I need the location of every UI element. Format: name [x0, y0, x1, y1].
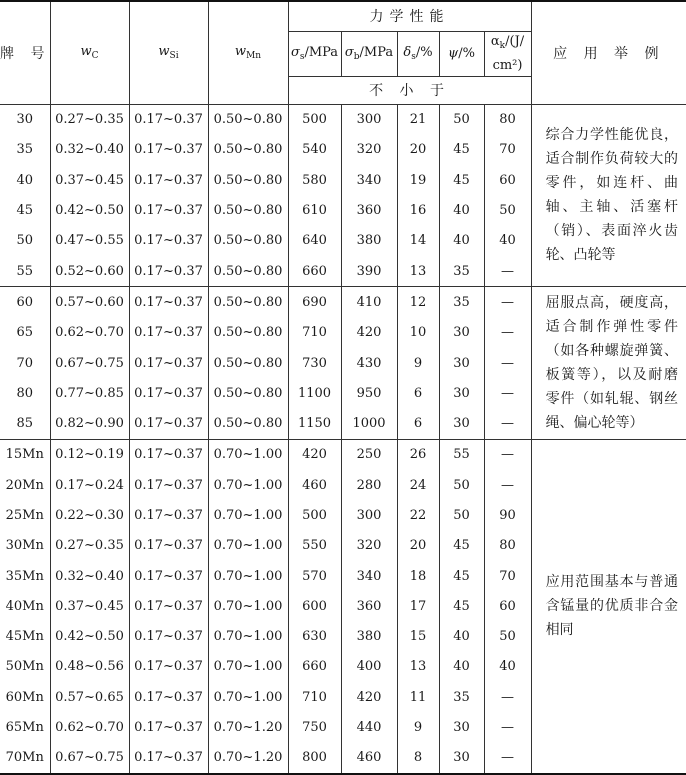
cell-psi: 45	[439, 531, 484, 561]
cell-ss: 750	[288, 712, 341, 742]
cell-psi: 40	[439, 195, 484, 225]
header-application: 应 用 举 例	[531, 1, 686, 104]
cell-ak: —	[484, 378, 531, 408]
cell-wmn: 0.50~0.80	[208, 378, 288, 408]
cell-wsi: 0.17~0.37	[129, 195, 208, 225]
table-row	[0, 287, 686, 318]
cell-wc: 0.42~0.50	[50, 195, 129, 225]
table-row	[0, 439, 686, 470]
cell-wsi: 0.17~0.37	[129, 743, 208, 774]
cell-grade: 65	[0, 318, 50, 348]
cell-ak: —	[484, 287, 531, 318]
cell-sb: 320	[341, 135, 397, 165]
cell-wc: 0.48~0.56	[50, 652, 129, 682]
cell-wmn: 0.50~0.80	[208, 408, 288, 439]
cell-ak: —	[484, 408, 531, 439]
cell-wsi: 0.17~0.37	[129, 348, 208, 378]
cell-grade: 80	[0, 378, 50, 408]
cell-ss: 610	[288, 195, 341, 225]
cell-d: 26	[397, 439, 439, 470]
cell-wc: 0.67~0.75	[50, 348, 129, 378]
cell-d: 18	[397, 561, 439, 591]
cell-wsi: 0.17~0.37	[129, 378, 208, 408]
cell-ss: 800	[288, 743, 341, 774]
cell-ss: 660	[288, 256, 341, 287]
cell-grade: 35	[0, 135, 50, 165]
cell-wsi: 0.17~0.37	[129, 652, 208, 682]
cell-wmn: 0.50~0.80	[208, 348, 288, 378]
cell-d: 13	[397, 652, 439, 682]
cell-ak: —	[484, 712, 531, 742]
cell-d: 6	[397, 408, 439, 439]
cell-d: 20	[397, 135, 439, 165]
cell-wmn: 0.70~1.00	[208, 500, 288, 530]
cell-ak: 50	[484, 622, 531, 652]
cell-d: 20	[397, 531, 439, 561]
header-sigma-b: $\sigma_b$/MPa	[341, 31, 397, 76]
cell-wsi: 0.17~0.37	[129, 104, 208, 135]
table-row	[0, 104, 686, 135]
cell-wsi: 0.17~0.37	[129, 470, 208, 500]
cell-wmn: 0.50~0.80	[208, 318, 288, 348]
cell-sb: 340	[341, 165, 397, 195]
cell-ss: 730	[288, 348, 341, 378]
cell-psi: 40	[439, 652, 484, 682]
cell-d: 19	[397, 165, 439, 195]
cell-psi: 50	[439, 500, 484, 530]
cell-grade: 70Mn	[0, 743, 50, 774]
cell-psi: 30	[439, 348, 484, 378]
cell-wc: 0.57~0.65	[50, 682, 129, 712]
cell-ss: 460	[288, 470, 341, 500]
cell-psi: 40	[439, 226, 484, 256]
cell-ss: 580	[288, 165, 341, 195]
cell-wmn: 0.70~1.20	[208, 743, 288, 774]
cell-wmn: 0.50~0.80	[208, 104, 288, 135]
cell-sb: 950	[341, 378, 397, 408]
cell-grade: 65Mn	[0, 712, 50, 742]
cell-psi: 45	[439, 135, 484, 165]
cell-sb: 400	[341, 652, 397, 682]
cell-sb: 300	[341, 104, 397, 135]
cell-ak: 50	[484, 195, 531, 225]
cell-grade: 45Mn	[0, 622, 50, 652]
header-alpha: $\alpha_k/(J/$ cm²)	[484, 31, 531, 76]
cell-wmn: 0.70~1.00	[208, 531, 288, 561]
cell-sb: 360	[341, 195, 397, 225]
cell-sb: 380	[341, 622, 397, 652]
cell-wmn: 0.70~1.00	[208, 591, 288, 621]
cell-d: 14	[397, 226, 439, 256]
cell-wsi: 0.17~0.37	[129, 318, 208, 348]
cell-sb: 250	[341, 439, 397, 470]
cell-wsi: 0.17~0.37	[129, 165, 208, 195]
cell-ak: 40	[484, 652, 531, 682]
cell-wmn: 0.50~0.80	[208, 287, 288, 318]
cell-psi: 50	[439, 470, 484, 500]
cell-grade: 55	[0, 256, 50, 287]
cell-wsi: 0.17~0.37	[129, 712, 208, 742]
cell-ss: 660	[288, 652, 341, 682]
cell-psi: 40	[439, 622, 484, 652]
cell-d: 12	[397, 287, 439, 318]
cell-wmn: 0.50~0.80	[208, 135, 288, 165]
cell-wc: 0.37~0.45	[50, 165, 129, 195]
cell-ak: 90	[484, 500, 531, 530]
cell-sb: 430	[341, 348, 397, 378]
cell-sb: 320	[341, 531, 397, 561]
cell-wc: 0.32~0.40	[50, 561, 129, 591]
cell-d: 22	[397, 500, 439, 530]
cell-wsi: 0.17~0.37	[129, 439, 208, 470]
cell-grade: 50Mn	[0, 652, 50, 682]
cell-d: 24	[397, 470, 439, 500]
header-wmn: $w_{Mn}$	[208, 1, 288, 104]
cell-ss: 640	[288, 226, 341, 256]
cell-wc: 0.52~0.60	[50, 256, 129, 287]
cell-wc: 0.17~0.24	[50, 470, 129, 500]
cell-wc: 0.32~0.40	[50, 135, 129, 165]
cell-ak: —	[484, 318, 531, 348]
cell-grade: 70	[0, 348, 50, 378]
cell-ak: —	[484, 743, 531, 774]
cell-ak: —	[484, 348, 531, 378]
cell-ss: 540	[288, 135, 341, 165]
cell-sb: 460	[341, 743, 397, 774]
cell-grade: 35Mn	[0, 561, 50, 591]
application-text: 屈服点高，硬度高，适合制作弹性零件（如各种螺旋弹簧、板簧等），以及耐磨零件（如轧辊、钢丝绳、偏心轮等）	[531, 287, 686, 439]
cell-d: 10	[397, 318, 439, 348]
cell-wsi: 0.17~0.37	[129, 408, 208, 439]
cell-sb: 410	[341, 287, 397, 318]
cell-wmn: 0.70~1.00	[208, 561, 288, 591]
cell-wmn: 0.70~1.00	[208, 470, 288, 500]
cell-ss: 550	[288, 531, 341, 561]
cell-psi: 30	[439, 743, 484, 774]
cell-ak: —	[484, 470, 531, 500]
cell-grade: 50	[0, 226, 50, 256]
cell-ak: 70	[484, 135, 531, 165]
cell-d: 11	[397, 682, 439, 712]
cell-ak: —	[484, 439, 531, 470]
cell-d: 15	[397, 622, 439, 652]
cell-psi: 45	[439, 591, 484, 621]
cell-grade: 20Mn	[0, 470, 50, 500]
cell-grade: 30Mn	[0, 531, 50, 561]
cell-wc: 0.42~0.50	[50, 622, 129, 652]
cell-wmn: 0.70~1.00	[208, 652, 288, 682]
cell-d: 8	[397, 743, 439, 774]
cell-sb: 280	[341, 470, 397, 500]
cell-sb: 380	[341, 226, 397, 256]
cell-psi: 35	[439, 256, 484, 287]
cell-grade: 45	[0, 195, 50, 225]
cell-psi: 30	[439, 378, 484, 408]
cell-grade: 85	[0, 408, 50, 439]
cell-wc: 0.22~0.30	[50, 500, 129, 530]
cell-d: 9	[397, 348, 439, 378]
cell-sb: 420	[341, 318, 397, 348]
cell-wc: 0.27~0.35	[50, 104, 129, 135]
cell-ss: 630	[288, 622, 341, 652]
cell-psi: 55	[439, 439, 484, 470]
cell-wc: 0.82~0.90	[50, 408, 129, 439]
cell-grade: 25Mn	[0, 500, 50, 530]
cell-grade: 60	[0, 287, 50, 318]
cell-grade: 40	[0, 165, 50, 195]
cell-sb: 440	[341, 712, 397, 742]
header-wsi: $w_{Si}$	[129, 1, 208, 104]
cell-ss: 690	[288, 287, 341, 318]
cell-d: 6	[397, 378, 439, 408]
cell-d: 16	[397, 195, 439, 225]
cell-wsi: 0.17~0.37	[129, 287, 208, 318]
cell-ak: 60	[484, 591, 531, 621]
cell-ss: 1150	[288, 408, 341, 439]
header-grade: 牌 号	[0, 1, 50, 104]
cell-wmn: 0.70~1.00	[208, 439, 288, 470]
cell-wc: 0.77~0.85	[50, 378, 129, 408]
cell-wsi: 0.17~0.37	[129, 591, 208, 621]
cell-psi: 30	[439, 408, 484, 439]
cell-sb: 360	[341, 591, 397, 621]
cell-grade: 60Mn	[0, 682, 50, 712]
cell-ak: 80	[484, 104, 531, 135]
cell-d: 9	[397, 712, 439, 742]
cell-wsi: 0.17~0.37	[129, 256, 208, 287]
cell-ak: —	[484, 256, 531, 287]
cell-ss: 710	[288, 318, 341, 348]
cell-ss: 570	[288, 561, 341, 591]
header-psi: ψ/%	[439, 31, 484, 76]
cell-psi: 45	[439, 165, 484, 195]
cell-sb: 390	[341, 256, 397, 287]
cell-wsi: 0.17~0.37	[129, 531, 208, 561]
cell-wc: 0.27~0.35	[50, 531, 129, 561]
cell-ss: 500	[288, 500, 341, 530]
cell-wmn: 0.70~1.00	[208, 682, 288, 712]
cell-ak: 40	[484, 226, 531, 256]
cell-wsi: 0.17~0.37	[129, 500, 208, 530]
cell-wsi: 0.17~0.37	[129, 622, 208, 652]
cell-grade: 15Mn	[0, 439, 50, 470]
cell-psi: 45	[439, 561, 484, 591]
header-delta: $\delta_s/\%$	[397, 31, 439, 76]
cell-d: 13	[397, 256, 439, 287]
cell-sb: 1000	[341, 408, 397, 439]
cell-psi: 30	[439, 318, 484, 348]
cell-wsi: 0.17~0.37	[129, 135, 208, 165]
cell-wmn: 0.50~0.80	[208, 195, 288, 225]
cell-ss: 500	[288, 104, 341, 135]
header-not-less-than: 不 小 于	[288, 76, 531, 104]
cell-wmn: 0.50~0.80	[208, 165, 288, 195]
cell-sb: 340	[341, 561, 397, 591]
cell-psi: 35	[439, 287, 484, 318]
header-sigma-s: $\sigma_s$/MPa	[288, 31, 341, 76]
cell-psi: 35	[439, 682, 484, 712]
cell-wc: 0.67~0.75	[50, 743, 129, 774]
cell-ak: 70	[484, 561, 531, 591]
header-wc: $w_C$	[50, 1, 129, 104]
cell-wc: 0.62~0.70	[50, 712, 129, 742]
application-text: 应用范围基本与普通含锰量的优质非合金相同	[531, 439, 686, 774]
cell-grade: 30	[0, 104, 50, 135]
cell-ak: —	[484, 682, 531, 712]
cell-wsi: 0.17~0.37	[129, 561, 208, 591]
cell-wc: 0.47~0.55	[50, 226, 129, 256]
cell-wc: 0.57~0.60	[50, 287, 129, 318]
cell-wmn: 0.50~0.80	[208, 256, 288, 287]
cell-sb: 300	[341, 500, 397, 530]
header-mechanical-properties: 力学性能	[288, 1, 531, 31]
cell-wc: 0.62~0.70	[50, 318, 129, 348]
cell-wmn: 0.70~1.20	[208, 712, 288, 742]
cell-grade: 40Mn	[0, 591, 50, 621]
cell-wsi: 0.17~0.37	[129, 682, 208, 712]
cell-psi: 30	[439, 712, 484, 742]
cell-ss: 420	[288, 439, 341, 470]
cell-wmn: 0.70~1.00	[208, 622, 288, 652]
cell-wc: 0.12~0.19	[50, 439, 129, 470]
cell-wc: 0.37~0.45	[50, 591, 129, 621]
cell-wsi: 0.17~0.37	[129, 226, 208, 256]
cell-ss: 600	[288, 591, 341, 621]
cell-ss: 1100	[288, 378, 341, 408]
cell-ak: 60	[484, 165, 531, 195]
cell-ak: 80	[484, 531, 531, 561]
cell-d: 17	[397, 591, 439, 621]
cell-psi: 50	[439, 104, 484, 135]
cell-wmn: 0.50~0.80	[208, 226, 288, 256]
cell-d: 21	[397, 104, 439, 135]
cell-ss: 710	[288, 682, 341, 712]
cell-sb: 420	[341, 682, 397, 712]
application-text: 综合力学性能优良，适合制作负荷较大的零件，如连杆、曲轴、主轴、活塞杆（销）、表面淬火齿轮、凸轮等	[545, 127, 679, 264]
